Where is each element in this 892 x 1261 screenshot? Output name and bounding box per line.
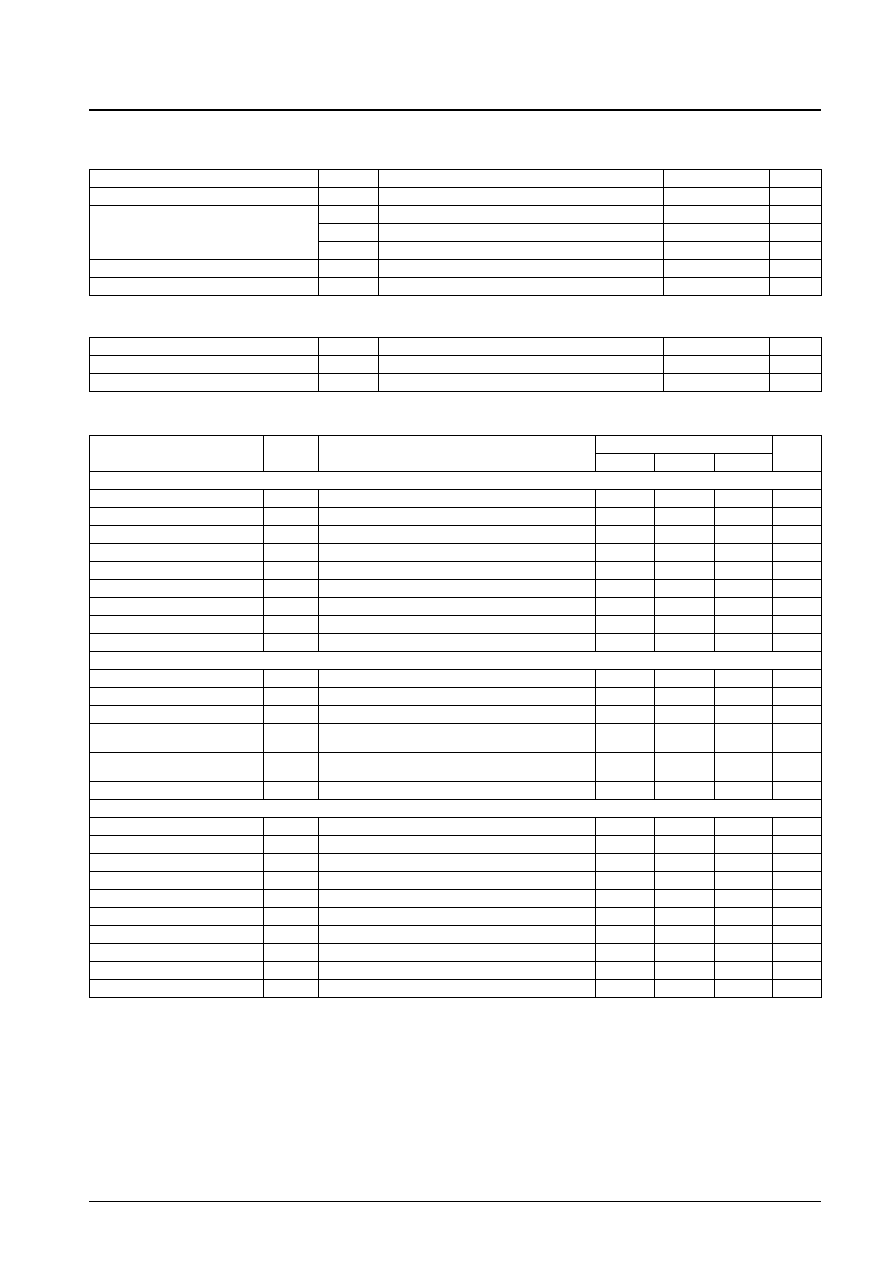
table-cell bbox=[655, 724, 715, 753]
table-row bbox=[90, 206, 822, 224]
table-cell bbox=[90, 526, 264, 544]
table-cell bbox=[90, 782, 264, 800]
table-cell bbox=[264, 980, 319, 998]
table-cell bbox=[379, 356, 664, 374]
table-cell bbox=[655, 634, 715, 652]
table-cell bbox=[90, 670, 264, 688]
table-row bbox=[90, 374, 822, 392]
table-cell bbox=[90, 374, 319, 392]
table-cell bbox=[90, 338, 319, 356]
table-cell bbox=[715, 544, 773, 562]
table-cell bbox=[379, 224, 664, 242]
table-cell bbox=[664, 242, 770, 260]
table-cell bbox=[90, 980, 264, 998]
table-3 bbox=[89, 435, 822, 998]
table-cell bbox=[773, 724, 822, 753]
table-cell bbox=[770, 224, 822, 242]
table-cell bbox=[264, 836, 319, 854]
table-cell bbox=[773, 688, 822, 706]
table-2 bbox=[89, 337, 822, 392]
table-cell bbox=[773, 944, 822, 962]
table-cell bbox=[715, 926, 773, 944]
table-cell bbox=[264, 818, 319, 836]
table-cell bbox=[319, 926, 596, 944]
table-cell bbox=[90, 260, 319, 278]
table-cell bbox=[773, 782, 822, 800]
table-cell bbox=[596, 782, 655, 800]
table-cell bbox=[264, 782, 319, 800]
table-cell bbox=[319, 706, 596, 724]
table-cell bbox=[715, 670, 773, 688]
table-cell bbox=[655, 508, 715, 526]
footer-rule bbox=[89, 1201, 821, 1202]
table-cell bbox=[264, 544, 319, 562]
table-cell bbox=[773, 616, 822, 634]
table-row bbox=[90, 188, 822, 206]
table-cell bbox=[715, 580, 773, 598]
table-cell bbox=[596, 872, 655, 890]
table-cell bbox=[319, 753, 596, 782]
table-cell bbox=[596, 890, 655, 908]
table-cell bbox=[596, 926, 655, 944]
section-row bbox=[90, 652, 822, 670]
table-cell bbox=[319, 526, 596, 544]
table-cell bbox=[319, 890, 596, 908]
table-cell bbox=[319, 260, 379, 278]
table-row bbox=[90, 980, 822, 998]
table-cell bbox=[596, 490, 655, 508]
table-cell bbox=[319, 980, 596, 998]
table-cell bbox=[319, 544, 596, 562]
header-cell bbox=[264, 436, 319, 472]
table-cell bbox=[715, 872, 773, 890]
table-cell bbox=[664, 260, 770, 278]
table-row bbox=[90, 872, 822, 890]
table-row bbox=[90, 260, 822, 278]
table-cell bbox=[319, 908, 596, 926]
table-row bbox=[90, 706, 822, 724]
table-cell bbox=[90, 926, 264, 944]
table-cell bbox=[715, 854, 773, 872]
table-row bbox=[90, 836, 822, 854]
table-cell bbox=[773, 706, 822, 724]
table-cell bbox=[264, 688, 319, 706]
table-cell bbox=[664, 170, 770, 188]
table-cell bbox=[773, 818, 822, 836]
table-cell bbox=[319, 278, 379, 296]
table-cell bbox=[770, 260, 822, 278]
table-cell bbox=[773, 670, 822, 688]
table-cell bbox=[596, 616, 655, 634]
table-cell bbox=[379, 260, 664, 278]
table-cell bbox=[773, 962, 822, 980]
header-group-cell bbox=[596, 436, 773, 454]
table-cell bbox=[319, 818, 596, 836]
table-cell bbox=[90, 944, 264, 962]
table-cell bbox=[319, 508, 596, 526]
table-cell bbox=[655, 854, 715, 872]
table-cell bbox=[596, 962, 655, 980]
table-row bbox=[90, 782, 822, 800]
table-cell bbox=[264, 724, 319, 753]
table-cell bbox=[596, 598, 655, 616]
table-row bbox=[90, 634, 822, 652]
table-cell bbox=[596, 706, 655, 724]
table-row bbox=[90, 526, 822, 544]
table-1 bbox=[89, 169, 822, 296]
table-cell bbox=[773, 854, 822, 872]
table-cell bbox=[319, 224, 379, 242]
table-cell bbox=[379, 278, 664, 296]
table-cell bbox=[773, 544, 822, 562]
table-cell bbox=[596, 753, 655, 782]
table-cell bbox=[664, 338, 770, 356]
header-subcell bbox=[715, 454, 773, 472]
table-cell bbox=[264, 854, 319, 872]
table-cell bbox=[319, 688, 596, 706]
table-row bbox=[90, 854, 822, 872]
table-cell bbox=[715, 616, 773, 634]
table-cell bbox=[655, 926, 715, 944]
table-cell bbox=[319, 206, 379, 224]
table-cell bbox=[655, 688, 715, 706]
table-cell bbox=[379, 338, 664, 356]
table-cell bbox=[90, 170, 319, 188]
table-cell bbox=[264, 562, 319, 580]
table-cell bbox=[90, 706, 264, 724]
table-cell bbox=[596, 526, 655, 544]
table-cell bbox=[90, 908, 264, 926]
table-cell bbox=[319, 670, 596, 688]
table-row bbox=[90, 688, 822, 706]
table-cell bbox=[319, 170, 379, 188]
table-cell bbox=[715, 598, 773, 616]
table-cell bbox=[596, 544, 655, 562]
table-cell bbox=[596, 980, 655, 998]
table-cell bbox=[770, 188, 822, 206]
table-cell bbox=[90, 890, 264, 908]
table-cell bbox=[655, 836, 715, 854]
table-cell bbox=[90, 688, 264, 706]
table-cell bbox=[655, 526, 715, 544]
table-cell bbox=[715, 526, 773, 544]
table-row bbox=[90, 508, 822, 526]
table-cell bbox=[264, 706, 319, 724]
table-cell bbox=[319, 338, 379, 356]
table-cell bbox=[264, 908, 319, 926]
table-cell bbox=[655, 670, 715, 688]
table-cell bbox=[90, 580, 264, 598]
table-cell bbox=[715, 836, 773, 854]
table-cell bbox=[90, 818, 264, 836]
section-row bbox=[90, 472, 822, 490]
section-row bbox=[90, 800, 822, 818]
table-row bbox=[90, 926, 822, 944]
table-cell bbox=[773, 836, 822, 854]
table-cell bbox=[773, 562, 822, 580]
table-header-row bbox=[90, 170, 822, 188]
table-cell bbox=[773, 526, 822, 544]
table-cell bbox=[596, 670, 655, 688]
table-cell bbox=[773, 753, 822, 782]
table-cell bbox=[264, 962, 319, 980]
table-cell bbox=[596, 908, 655, 926]
table-cell bbox=[770, 374, 822, 392]
table-cell bbox=[655, 753, 715, 782]
header-cell bbox=[90, 436, 264, 472]
table-cell bbox=[664, 224, 770, 242]
table-row bbox=[90, 944, 822, 962]
table-cell bbox=[596, 854, 655, 872]
table-cell bbox=[319, 872, 596, 890]
table-cell bbox=[319, 356, 379, 374]
table-cell bbox=[715, 706, 773, 724]
table-row bbox=[90, 598, 822, 616]
table-cell bbox=[596, 724, 655, 753]
table-cell bbox=[379, 374, 664, 392]
table-cell bbox=[90, 753, 264, 782]
table-cell bbox=[319, 836, 596, 854]
table-cell bbox=[773, 926, 822, 944]
table-row bbox=[90, 278, 822, 296]
table-cell bbox=[596, 562, 655, 580]
table-cell bbox=[596, 580, 655, 598]
table-row bbox=[90, 490, 822, 508]
table-cell bbox=[264, 490, 319, 508]
table-cell bbox=[319, 374, 379, 392]
header-rule bbox=[89, 109, 821, 111]
table-cell bbox=[664, 356, 770, 374]
table-row bbox=[90, 544, 822, 562]
table-cell bbox=[264, 872, 319, 890]
table-row bbox=[90, 616, 822, 634]
table-cell bbox=[655, 562, 715, 580]
table-cell bbox=[715, 962, 773, 980]
table-cell bbox=[715, 490, 773, 508]
table-cell bbox=[90, 836, 264, 854]
table-cell bbox=[773, 580, 822, 598]
table-cell bbox=[715, 724, 773, 753]
table-row bbox=[90, 753, 822, 782]
table-row bbox=[90, 962, 822, 980]
table-cell bbox=[264, 598, 319, 616]
table-cell bbox=[715, 562, 773, 580]
table-cell bbox=[773, 490, 822, 508]
section-cell bbox=[90, 472, 822, 490]
table-cell bbox=[715, 944, 773, 962]
table-cell bbox=[90, 962, 264, 980]
table-cell bbox=[319, 616, 596, 634]
table-cell bbox=[770, 206, 822, 224]
table-cell bbox=[655, 818, 715, 836]
table-cell bbox=[664, 188, 770, 206]
table-cell bbox=[90, 278, 319, 296]
table-cell bbox=[90, 356, 319, 374]
table-cell bbox=[715, 818, 773, 836]
table-cell bbox=[664, 206, 770, 224]
table-cell bbox=[90, 508, 264, 526]
header-subcell bbox=[655, 454, 715, 472]
section-cell bbox=[90, 652, 822, 670]
table-cell bbox=[319, 634, 596, 652]
table-cell bbox=[773, 908, 822, 926]
table-cell bbox=[264, 944, 319, 962]
table-row bbox=[90, 818, 822, 836]
table-cell bbox=[264, 508, 319, 526]
table-cell bbox=[773, 598, 822, 616]
table-cell bbox=[90, 490, 264, 508]
table-cell bbox=[773, 508, 822, 526]
table-cell bbox=[264, 926, 319, 944]
table-cell bbox=[596, 634, 655, 652]
table-cell bbox=[264, 634, 319, 652]
table-cell bbox=[596, 688, 655, 706]
table-cell bbox=[90, 598, 264, 616]
table-cell bbox=[90, 634, 264, 652]
table-cell bbox=[90, 188, 319, 206]
table-cell bbox=[715, 753, 773, 782]
table-cell bbox=[379, 188, 664, 206]
header-subcell bbox=[596, 454, 655, 472]
table-header-row bbox=[90, 338, 822, 356]
table-cell bbox=[773, 890, 822, 908]
table-cell bbox=[319, 580, 596, 598]
table-cell bbox=[770, 170, 822, 188]
section-cell bbox=[90, 800, 822, 818]
table-cell bbox=[715, 890, 773, 908]
table-row bbox=[90, 890, 822, 908]
table-cell bbox=[90, 872, 264, 890]
table-cell bbox=[770, 242, 822, 260]
table-cell bbox=[596, 836, 655, 854]
table-cell bbox=[379, 206, 664, 224]
table-cell bbox=[655, 872, 715, 890]
table-cell bbox=[773, 872, 822, 890]
table-cell bbox=[264, 890, 319, 908]
table-cell bbox=[715, 782, 773, 800]
table-cell bbox=[655, 490, 715, 508]
table-cell bbox=[264, 753, 319, 782]
table-cell bbox=[773, 980, 822, 998]
table-cell bbox=[655, 962, 715, 980]
table-cell bbox=[655, 908, 715, 926]
table-cell bbox=[90, 544, 264, 562]
table-cell bbox=[655, 544, 715, 562]
table-cell bbox=[655, 944, 715, 962]
table-cell bbox=[655, 782, 715, 800]
table-cell bbox=[655, 580, 715, 598]
table-cell bbox=[655, 616, 715, 634]
table-cell bbox=[319, 854, 596, 872]
table-cell bbox=[319, 944, 596, 962]
table-row bbox=[90, 562, 822, 580]
table-cell bbox=[264, 616, 319, 634]
table-cell bbox=[770, 278, 822, 296]
table-cell bbox=[264, 670, 319, 688]
table-cell bbox=[655, 890, 715, 908]
table-cell bbox=[90, 724, 264, 753]
table-cell bbox=[319, 962, 596, 980]
table-cell bbox=[319, 490, 596, 508]
table-row bbox=[90, 580, 822, 598]
table-cell bbox=[319, 724, 596, 753]
table-cell bbox=[715, 980, 773, 998]
table-cell bbox=[770, 338, 822, 356]
table-cell bbox=[319, 782, 596, 800]
table-row bbox=[90, 724, 822, 753]
header-cell bbox=[773, 436, 822, 472]
header-cell bbox=[319, 436, 596, 472]
table-cell bbox=[715, 508, 773, 526]
table-cell bbox=[596, 818, 655, 836]
table-cell bbox=[319, 242, 379, 260]
table-cell bbox=[319, 188, 379, 206]
table-cell bbox=[770, 356, 822, 374]
table-cell bbox=[664, 374, 770, 392]
table-cell bbox=[379, 242, 664, 260]
table-cell bbox=[319, 598, 596, 616]
table-row bbox=[90, 356, 822, 374]
table-cell bbox=[319, 562, 596, 580]
merged-cell bbox=[90, 206, 319, 260]
table-cell bbox=[596, 508, 655, 526]
table-row bbox=[90, 670, 822, 688]
table-cell bbox=[90, 562, 264, 580]
table-cell bbox=[715, 688, 773, 706]
table-cell bbox=[264, 580, 319, 598]
table-row bbox=[90, 908, 822, 926]
table-cell bbox=[715, 908, 773, 926]
table-cell bbox=[715, 634, 773, 652]
table-header-row bbox=[90, 436, 822, 454]
table-cell bbox=[264, 526, 319, 544]
table-cell bbox=[664, 278, 770, 296]
table-cell bbox=[655, 706, 715, 724]
table-cell bbox=[379, 170, 664, 188]
table-cell bbox=[655, 980, 715, 998]
table-cell bbox=[90, 854, 264, 872]
table-cell bbox=[596, 944, 655, 962]
table-cell bbox=[90, 616, 264, 634]
table-cell bbox=[773, 634, 822, 652]
table-cell bbox=[655, 598, 715, 616]
